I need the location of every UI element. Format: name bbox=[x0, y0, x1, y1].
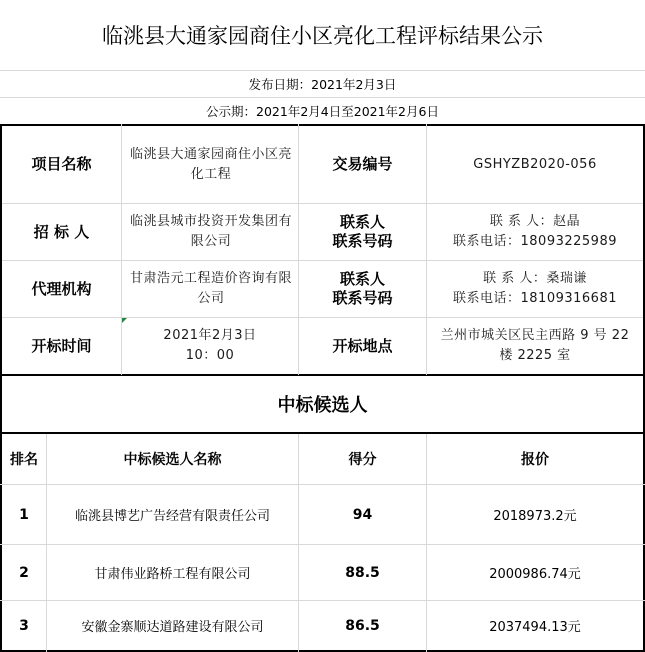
agency-contact-label: 联系人 bbox=[339, 270, 385, 288]
page-title: 临洮县大通家园商住小区亮化工程评标结果公示 bbox=[102, 24, 543, 48]
candidates-section-title: 中标候选人 bbox=[277, 395, 368, 416]
tenderer-contact-value: 联 系 人：赵晶 bbox=[489, 214, 581, 229]
tenderer-label: 招 标 人 bbox=[33, 222, 90, 241]
row-name: 安徽金寨顺达道路建设有限公司 bbox=[81, 620, 264, 635]
agency-phone-label: 联系号码 bbox=[332, 289, 393, 307]
open-date: 2021年2月3日 bbox=[163, 328, 257, 343]
open-time-label: 开标时间 bbox=[31, 336, 92, 355]
row-price: 2037494.13元 bbox=[489, 620, 581, 635]
header-price: 报价 bbox=[521, 452, 549, 468]
row-name: 临洮县博艺广告经营有限责任公司 bbox=[74, 509, 270, 524]
row-price: 2000986.74元 bbox=[489, 567, 581, 582]
tenderer-phone-value: 联系电话：18093225989 bbox=[453, 234, 617, 249]
open-time-value bbox=[122, 318, 298, 374]
publish-date: 发布日期：2021年2月3日 bbox=[248, 77, 397, 92]
row-name: 甘肃伟业路桥工程有限公司 bbox=[94, 567, 251, 582]
agency-value: 甘肃浩元工程造价咨询有限公司 bbox=[129, 271, 292, 306]
project-name-label: 项目名称 bbox=[31, 155, 92, 173]
agency-phone-value: 联系电话：18109316681 bbox=[453, 291, 617, 306]
open-place-value: 兰州市城关区民主西路 9 号 22 楼 2225 室 bbox=[440, 328, 630, 363]
trade-no-label: 交易编号 bbox=[332, 155, 393, 173]
row-rank: 1 bbox=[19, 506, 29, 523]
row-score: 86.5 bbox=[345, 617, 380, 634]
agency-contact-labels bbox=[299, 261, 426, 317]
open-place-label: 开标地点 bbox=[332, 336, 393, 355]
row-price: 2018973.2元 bbox=[493, 509, 577, 524]
header-score: 得分 bbox=[348, 452, 377, 468]
header-name: 中标候选人名称 bbox=[123, 452, 222, 468]
open-clock: 10：00 bbox=[185, 348, 235, 363]
agency-contact-values bbox=[427, 261, 643, 317]
tenderer-value: 临洮县城市投资开发集团有限公司 bbox=[129, 214, 292, 249]
row-score: 88.5 bbox=[345, 564, 380, 581]
agency-contact-value: 联 系 人：桑瑞谦 bbox=[483, 271, 587, 286]
tenderer-contact-labels bbox=[299, 204, 426, 260]
row-score: 94 bbox=[352, 506, 373, 523]
tenderer-phone-label: 联系号码 bbox=[332, 232, 393, 250]
row-rank: 3 bbox=[19, 617, 29, 634]
header-rank: 排名 bbox=[10, 452, 38, 468]
tenderer-contact-label: 联系人 bbox=[339, 213, 385, 231]
trade-no-value: GSHYZB2020-056 bbox=[473, 156, 597, 172]
agency-label: 代理机构 bbox=[31, 279, 92, 298]
tenderer-contact-values bbox=[427, 204, 643, 260]
project-name-value: 临洮县大通家园商住小区亮化工程 bbox=[129, 146, 292, 182]
notice-period: 公示期：2021年2月4日至2021年2月6日 bbox=[206, 104, 439, 119]
row-rank: 2 bbox=[19, 564, 29, 581]
